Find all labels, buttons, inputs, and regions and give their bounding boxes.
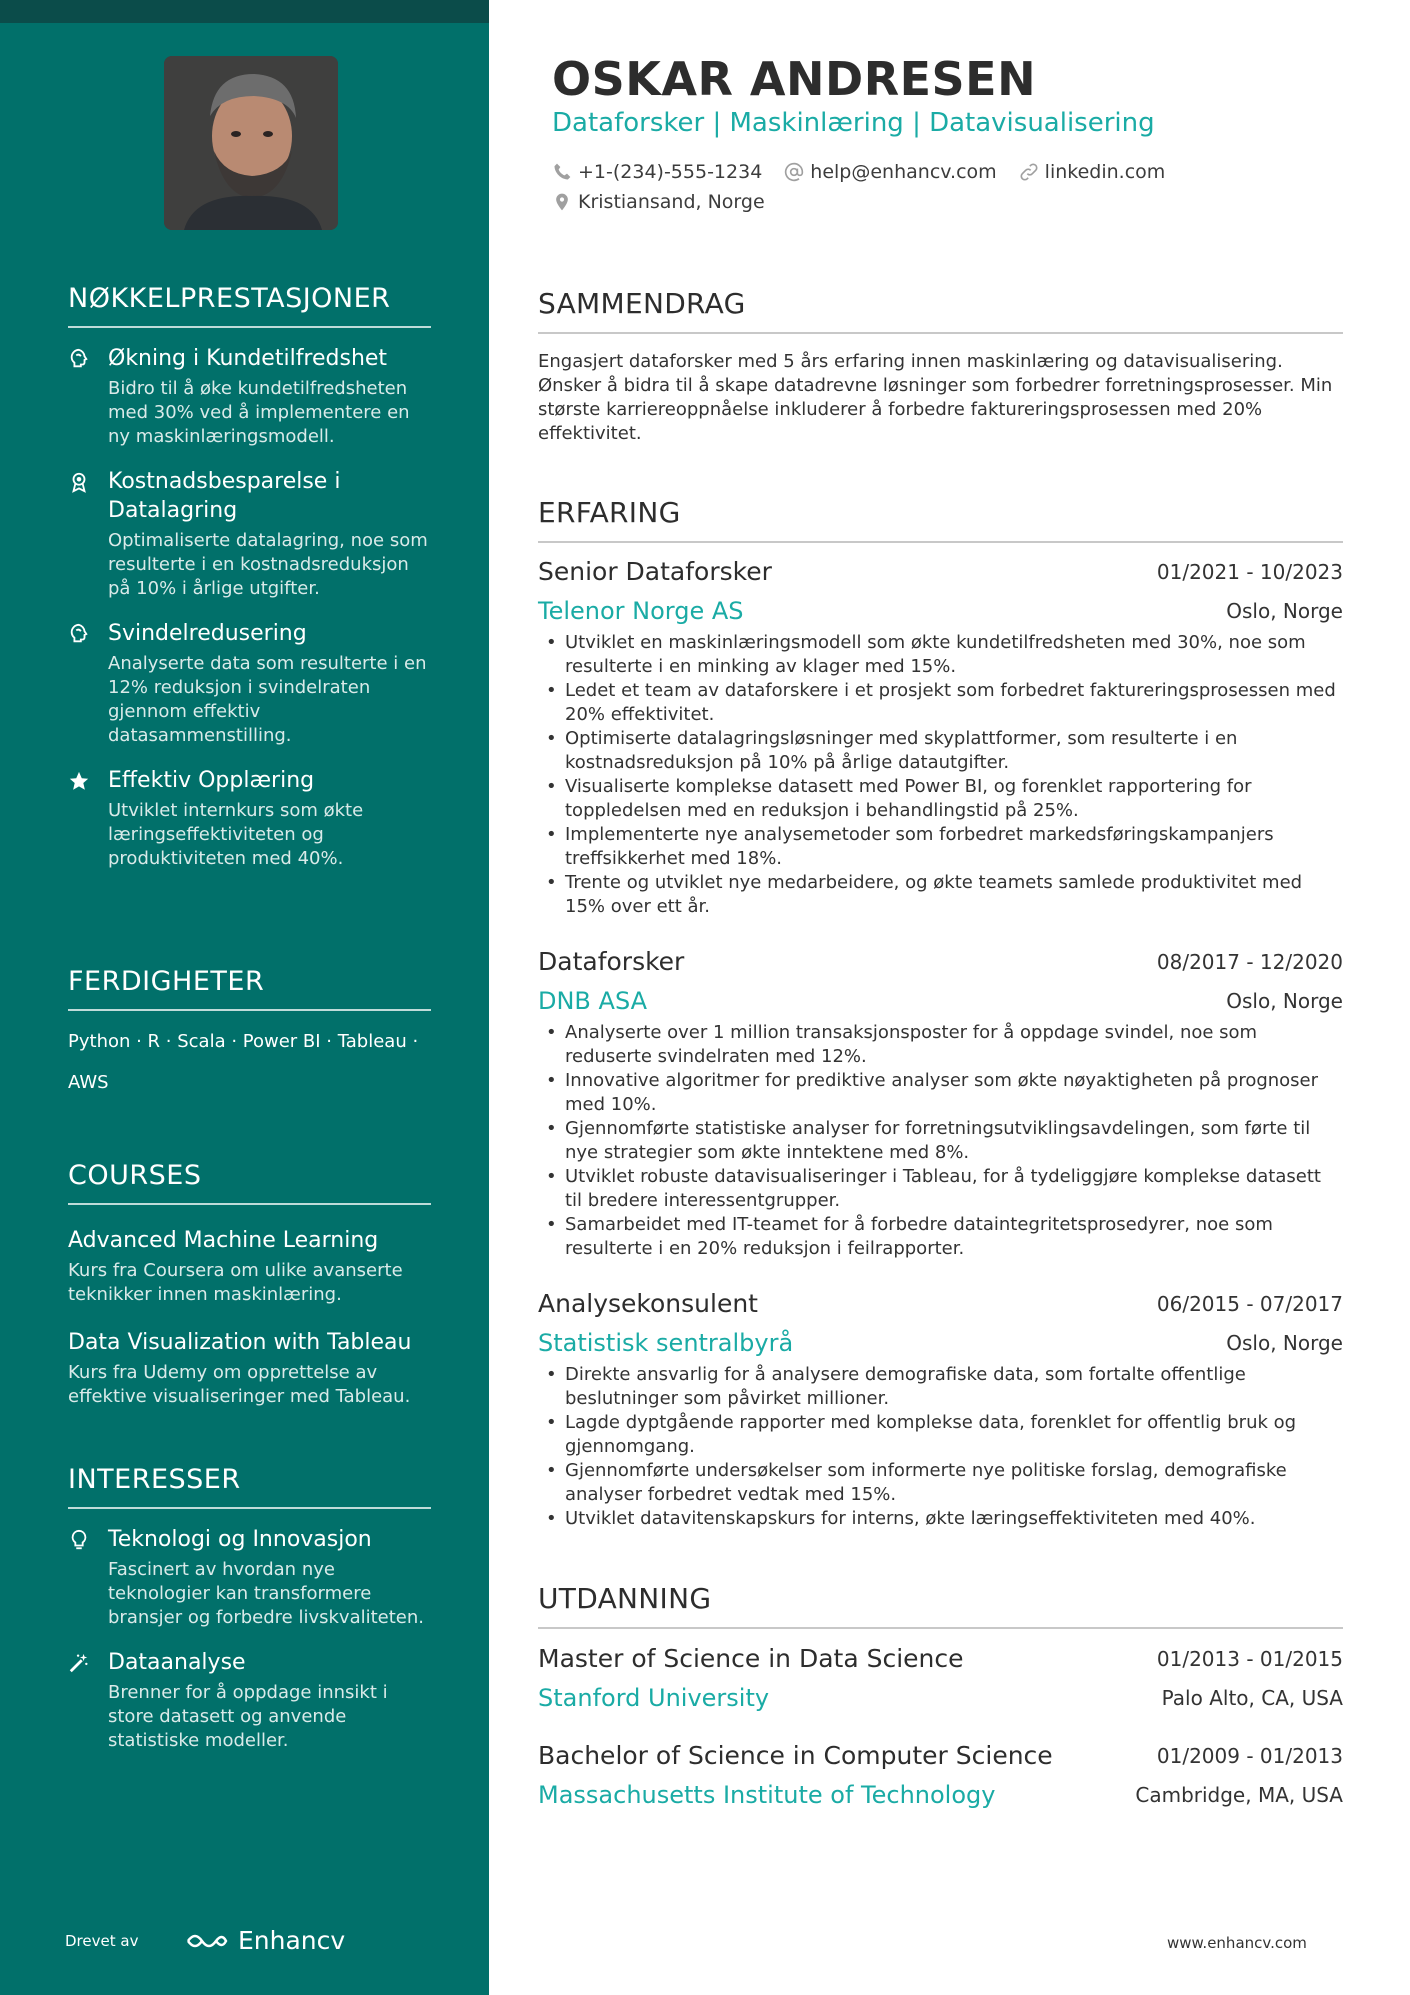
achievements-section: [68, 283, 431, 871]
company-name: Statistisk sentralbyrå: [538, 1329, 794, 1357]
school-name: Massachusetts Institute of Technology: [538, 1781, 996, 1809]
achievement-title: Svindelredusering: [108, 621, 307, 646]
skills-line: Python · R · Scala · Power BI · Tableau ·: [68, 1031, 419, 1052]
job-location: Oslo, Norge: [1226, 599, 1343, 623]
bullet-item: • Gjennomførte statistiske analyser for forretningsutviklingsavdelingen, som førte til nye strategier som økte inntektene med 8%.: [538, 1117, 1343, 1165]
bullet-item: • Utviklet robuste datavisualiseringer i Tableau, for å tydeliggjøre komplekse datasett til bredere interessentgrupper.: [538, 1165, 1343, 1213]
course-item: [68, 1227, 431, 1307]
education-dates: 01/2009 - 01/2013: [1156, 1744, 1343, 1768]
achievement-desc: Bidro til å øke kundetilfredsheten med 30% ved å implementere en ny maskinlæringsmodell.: [108, 378, 410, 447]
achievement-desc: Utviklet internkurs som økte læringseffektiviteten og produktiviteten med 40%.: [108, 800, 364, 869]
candidate-name: OSKAR ANDRESEN: [552, 52, 1037, 106]
bullet-item: • Implementerte nye analysemetoder som forbedret markedsføringskampanjers treffsikkerhet med 18%.: [538, 823, 1343, 871]
achievements-title: NØKKELPRESTASJONER: [68, 283, 431, 328]
job-title: Dataforsker: [538, 947, 685, 976]
powered-by-label: Drevet av: [65, 1932, 139, 1950]
bullet-item: • Direkte ansvarlig for å analysere demografiske data, som fortalte offentlige beslutninger som påvirket millioner.: [538, 1363, 1343, 1411]
achievement-title: Effektiv Opplæring: [108, 768, 315, 793]
school-location: Palo Alto, CA, USA: [1161, 1686, 1343, 1710]
courses-title: COURSES: [68, 1160, 431, 1205]
contact-row: [552, 191, 765, 213]
linkedin-text: linkedin.com: [1044, 161, 1166, 183]
bullet-item: • Analyserte over 1 million transaksjonsposter for å oppdage svindel, noe som reduserte svindelraten med 12%.: [538, 1021, 1343, 1069]
interest-desc: Brenner for å oppdage innsikt i store datasett og anvende statistiske modeller.: [108, 1682, 388, 1751]
sidebar: [0, 0, 489, 1995]
bullet-item: • Lagde dyptgående rapporter med komplekse data, forenklet for offentlig bruk og gjennomgang.: [538, 1411, 1343, 1459]
course-desc: Kurs fra Udemy om opprettelse av effektive visualiseringer med Tableau.: [68, 1362, 411, 1407]
job-bullets: [538, 631, 1343, 919]
interest-title: Dataanalyse: [108, 1650, 246, 1675]
interest-item: [68, 1648, 431, 1753]
interest-desc: Fascinert av hvordan nye teknologier kan transformere bransjer og forbedre livskvaliteten.: [108, 1559, 425, 1628]
education-item: [538, 1741, 1343, 1815]
skills-title: FERDIGHETER: [68, 966, 431, 1011]
bullet-item: • Samarbeidet med IT-teamet for å forbedre dataintegritetsprosedyrer, noe som resulterte i en 20% reduksjon i feilrapporter.: [538, 1213, 1343, 1261]
skills-section: [68, 966, 431, 1103]
course-desc: Kurs fra Coursera om ulike avanserte teknikker innen maskinlæring.: [68, 1260, 403, 1305]
bullet-item: • Utviklet datavitenskapskurs for interns, økte læringseffektiviteten med 40%.: [538, 1507, 1343, 1531]
bullet-item: • Trente og utviklet nye medarbeidere, og økte teamets samlede produktivitet med 15% over ett år.: [538, 871, 1343, 919]
summary-title: SAMMENDRAG: [538, 287, 1343, 334]
location-pin-icon: [552, 192, 572, 212]
job-item: [538, 557, 1343, 919]
school-name: Stanford University: [538, 1684, 770, 1712]
star-icon: [68, 770, 90, 792]
contact-email[interactable]: [784, 161, 996, 183]
achievement-desc: Analyserte data som resulterte i en 12% reduksjon i svindelraten gjennom effektiv datasammenstilling.: [108, 653, 427, 746]
skills-line: AWS: [68, 1072, 109, 1093]
summary-text: Engasjert dataforsker med 5 års erfaring innen maskinlæring og datavisualisering. Ønsker å bidra til å skape datadrevne løsninger som forbedrer forretningsprosesser. Min største karriereoppnåelse inkluderer å forbedre faktureringsprosessen med 20% effektivitet.: [538, 351, 1333, 444]
location-text: Kristiansand, Norge: [578, 191, 765, 213]
job-dates: 01/2021 - 10/2023: [1156, 560, 1343, 584]
at-sign-icon: [784, 162, 804, 182]
degree-title: Master of Science in Data Science: [538, 1644, 964, 1673]
job-location: Oslo, Norge: [1226, 1331, 1343, 1355]
achievement-item: [68, 467, 431, 601]
job-title: Analysekonsulent: [538, 1289, 758, 1318]
course-title: Data Visualization with Tableau: [68, 1330, 412, 1355]
portrait-image: [164, 56, 338, 230]
school-location: Cambridge, MA, USA: [1135, 1783, 1343, 1807]
skills-list: [68, 1021, 431, 1103]
job-location: Oslo, Norge: [1226, 989, 1343, 1013]
achievement-item: [68, 619, 431, 748]
interests-section: [68, 1464, 431, 1753]
bullet-item: • Utviklet en maskinlæringsmodell som økte kundetilfredsheten med 30%, noe som resulterte i en minking av klager med 15%.: [538, 631, 1343, 679]
contact-linkedin[interactable]: [1019, 161, 1166, 183]
job-dates: 08/2017 - 12/2020: [1156, 950, 1343, 974]
brain-icon: [68, 348, 90, 370]
phone-text: +1-(234)-555-1234: [578, 161, 763, 183]
company-name: Telenor Norge AS: [538, 597, 744, 625]
award-icon: [68, 471, 90, 493]
bullet-item: • Visualiserte komplekse datasett med Power BI, og forenklet rapportering for toppledelsen med en reduksjon i behandlingstid på 25%.: [538, 775, 1343, 823]
course-title: Advanced Machine Learning: [68, 1228, 379, 1253]
achievement-item: [68, 344, 431, 449]
footer-site-link[interactable]: www.enhancv.com: [1167, 1934, 1307, 1952]
job-bullets: [538, 1363, 1343, 1531]
job-item: [538, 1289, 1343, 1531]
magic-wand-icon: [68, 1652, 90, 1674]
contact-row: [552, 161, 1165, 183]
link-icon: [1019, 162, 1039, 182]
achievement-title: Kostnadsbesparelse i Datalagring: [108, 469, 341, 523]
job-item: [538, 947, 1343, 1261]
education-dates: 01/2013 - 01/2015: [1156, 1647, 1343, 1671]
enhancv-logo[interactable]: [184, 1926, 345, 1955]
achievement-desc: Optimaliserte datalagring, noe som resulterte i en kostnadsreduksjon på 10% i årlige utgifter.: [108, 530, 428, 599]
job-dates: 06/2015 - 07/2017: [1156, 1292, 1343, 1316]
interest-title: Teknologi og Innovasjon: [108, 1527, 372, 1552]
achievement-title: Økning i Kundetilfredshet: [108, 346, 388, 371]
experience-title: ERFARING: [538, 496, 1343, 543]
email-text: help@enhancv.com: [810, 161, 997, 183]
brain-icon: [68, 623, 90, 645]
phone-icon: [552, 162, 572, 182]
avatar: [164, 56, 338, 230]
education-title: UTDANNING: [538, 1582, 1343, 1629]
contact-location: [552, 191, 765, 213]
interests-title: INTERESSER: [68, 1464, 431, 1509]
course-item: [68, 1329, 431, 1409]
bullet-item: • Optimiserte datalagringsløsninger med skyplattformer, som resulterte i en kostnadsreduksjon på 10% på årlige datautgifter.: [538, 727, 1343, 775]
education-item: [538, 1644, 1343, 1718]
enhancv-logo-text: Enhancv: [238, 1926, 346, 1955]
job-bullets: [538, 1021, 1343, 1261]
contact-phone[interactable]: [552, 161, 762, 183]
achievement-item: [68, 766, 431, 871]
degree-title: Bachelor of Science in Computer Science: [538, 1741, 1053, 1770]
lightbulb-icon: [68, 1529, 90, 1551]
bullet-item: • Innovative algoritmer for prediktive analyser som økte nøyaktigheten på prognoser med 10%.: [538, 1069, 1343, 1117]
bullet-item: • Gjennomførte undersøkelser som informerte nye politiske forslag, demografiske analyser forbedret vedtak med 15%.: [538, 1459, 1343, 1507]
interest-item: [68, 1525, 431, 1630]
candidate-tagline: Dataforsker | Maskinlæring | Datavisualisering: [552, 108, 1155, 138]
job-title: Senior Dataforsker: [538, 557, 772, 586]
sidebar-top-bar: [0, 0, 489, 23]
courses-section: [68, 1160, 431, 1409]
enhancv-logo-icon: [184, 1930, 230, 1952]
bullet-item: • Ledet et team av dataforskere i et prosjekt som forbedret faktureringsprosessen med 20% effektivitet.: [538, 679, 1343, 727]
company-name: DNB ASA: [538, 987, 648, 1015]
